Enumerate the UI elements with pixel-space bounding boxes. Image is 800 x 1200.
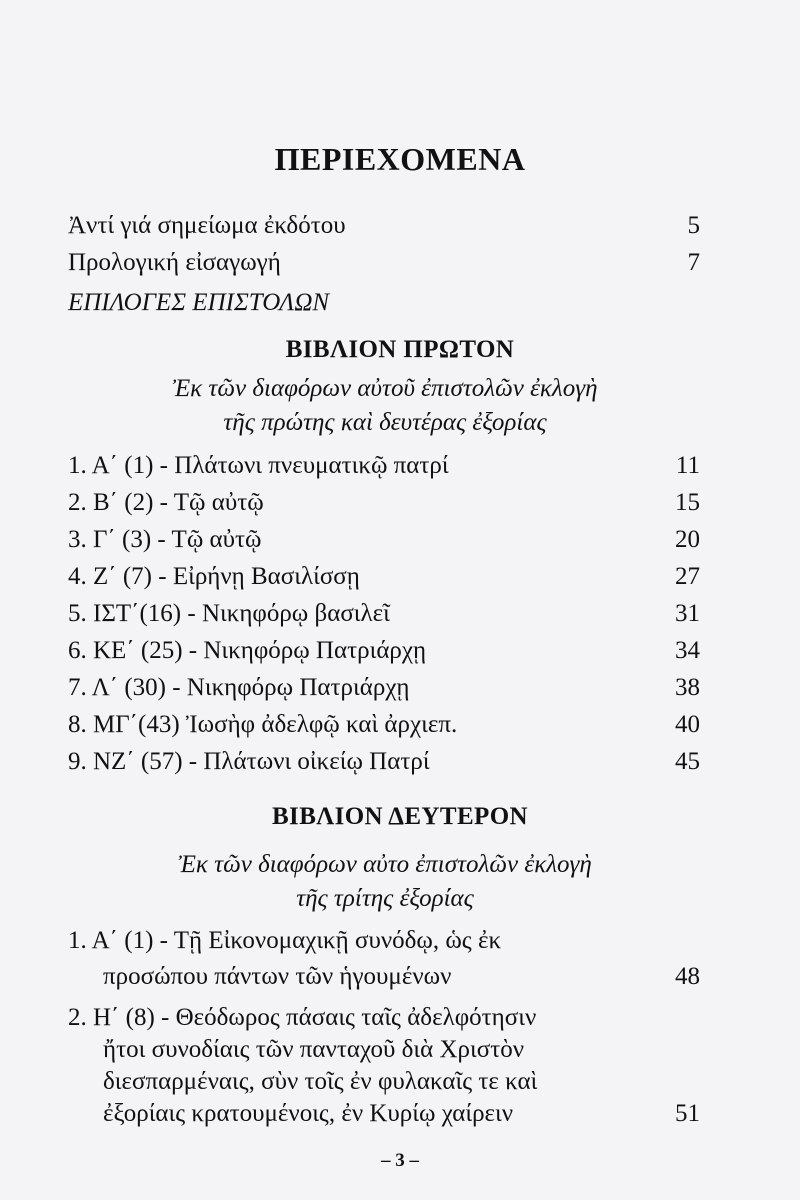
toc-entry-page: 7	[687, 249, 700, 276]
toc-entry-page: 34	[675, 637, 700, 664]
toc-entry-page: 51	[675, 1100, 700, 1127]
toc-entry-label: 5. ΙΣΤ΄(16) - Νικηφόρῳ βασιλεῖ	[68, 600, 390, 627]
toc-entry-page: 31	[675, 600, 700, 627]
toc-entry-page: 27	[675, 563, 700, 590]
toc-entry-page: 45	[675, 748, 700, 775]
toc-entry-page: 15	[675, 489, 700, 516]
book1-subtitle-line-1: Ἐκ τῶν διαφόρων αὐτοῦ ἐπιστολῶν ἐκλογὴ	[172, 375, 598, 402]
toc-entry-page: 40	[675, 711, 700, 738]
toc-entry-label: 1. Α΄ (1) - Πλάτωνι πνευματικῷ πατρί	[68, 452, 449, 479]
toc-entry-label: 1. Α΄ (1) - Τῇ Εἰκονομαχικῇ συνόδῳ, ὡς ἐκ	[68, 927, 502, 954]
toc-entry-label: διεσπαρμέναις, σὺν τοῖς ἐν φυλακαῖς τε καὶ	[103, 1068, 538, 1095]
toc-entry-label: 3. Γ΄ (3) - Τῷ αὐτῷ	[68, 526, 262, 553]
toc-entry-label: 9. ΝΖ΄ (57) - Πλάτωνι οἰκείῳ Πατρί	[68, 748, 430, 775]
toc-entry-page: 5	[687, 212, 700, 239]
book1-heading: ΒΙΒΛΙΟΝ ΠΡΩΤΟΝ	[285, 336, 515, 363]
toc-entry-label: 6. ΚΕ΄ (25) - Νικηφόρῳ Πατριάρχῃ	[68, 637, 427, 664]
toc-entry-page: 20	[675, 526, 700, 553]
toc-entry-label: Ἀντί γιά σημείωμα ἐκδότου	[68, 212, 346, 239]
toc-entry-label: προσώπου πάντων τῶν ἡγουμένων	[103, 963, 452, 990]
toc-entry-label: ἤτοι συνοδίαις τῶν πανταχοῦ διὰ Χριστὸν	[103, 1036, 525, 1063]
selections-heading-label: ΕΠΙΛΟΓΕΣ ΕΠΙΣΤΟΛΩΝ	[68, 289, 330, 316]
toc-entry-label: Προλογική εἰσαγωγή	[68, 249, 281, 276]
book2-subtitle-line-2: τῆς τρίτης ἐξορίας	[296, 885, 474, 912]
book1-subtitle-line-2: τῆς πρώτης καὶ δευτέρας ἐξορίας	[223, 409, 547, 436]
toc-entry-label: 2. Η΄ (8) - Θεόδωρος πάσαις ταῖς ἀδελφότησιν	[68, 1004, 537, 1031]
toc-entry-page: 38	[675, 674, 700, 701]
book2-heading: ΒΙΒΛΙΟΝ ΔΕΥΤΕΡΟΝ	[271, 803, 529, 830]
book2-subtitle-line-1: Ἐκ τῶν διαφόρων αὐτο ἐπιστολῶν ἐκλογὴ	[178, 851, 592, 878]
page-title: ΠΕΡΙΕΧΟΜΕΝΑ	[274, 141, 526, 177]
toc-entry-label: 4. Ζ΄ (7) - Εἰρήνῃ Βασιλίσσῃ	[68, 563, 360, 590]
page-number: – 3 –	[381, 1150, 419, 1171]
toc-entry-page: 11	[675, 452, 700, 479]
toc-entry-label: 8. ΜΓ΄(43) Ἰωσὴφ ἀδελφῷ καὶ ἀρχιεπ.	[68, 711, 458, 738]
toc-entry-label: 2. Β΄ (2) - Τῷ αὐτῷ	[68, 489, 264, 516]
toc-entry-page: 48	[675, 963, 700, 990]
toc-entry-label: ἐξορίαις κρατουμένοις, ἐν Κυρίῳ χαίρειν	[103, 1100, 514, 1127]
toc-entry-label: 7. Λ΄ (30) - Νικηφόρῳ Πατριάρχῃ	[68, 674, 410, 701]
